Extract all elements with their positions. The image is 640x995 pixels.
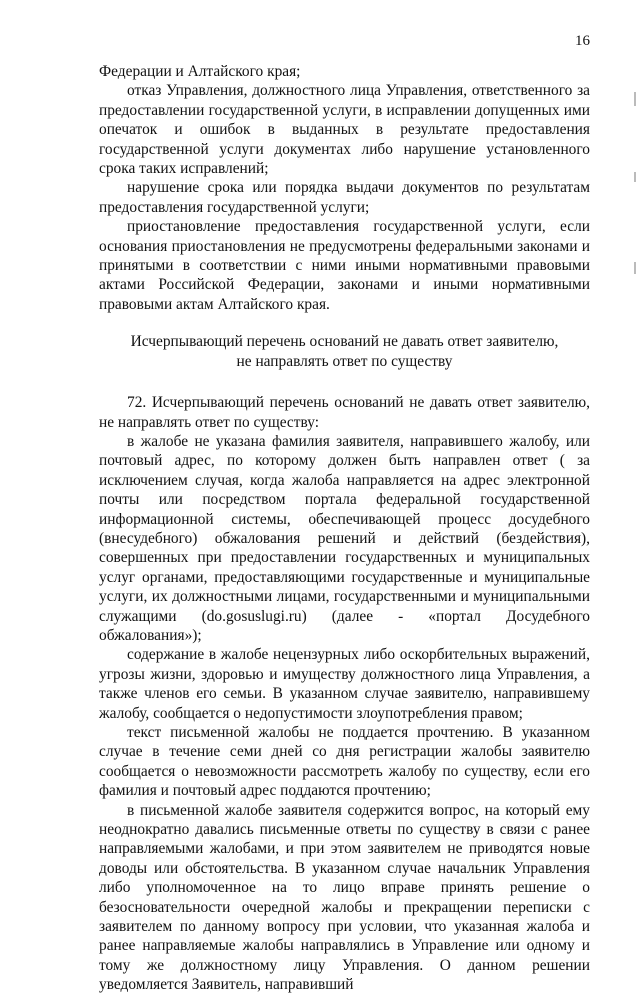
paragraph-suspension: приостановление предоставления государственной услуги, если основания приостановления не предусмотрены федеральными законами и принятыми в соответствии с ними иными нормативными правовыми актами Российской Федерации, законами и иными нормативными правовыми актам Алтайского края. — [99, 218, 590, 313]
section-heading-line1: Исчерпывающий перечень оснований не давать ответ заявителю, — [130, 333, 559, 351]
paragraph-72: 72. Исчерпывающий перечень оснований не давать ответ заявителю, не направлять ответ по существу: — [99, 394, 590, 431]
section-heading-line2: не направлять ответ по существу — [236, 352, 453, 370]
document-body — [99, 62, 590, 995]
scan-margin-mark — [634, 172, 636, 182]
scan-margin-mark — [634, 92, 636, 106]
paragraph-unreadable: текст письменной жалобы не поддается прочтению. В указанном случае в течение семи дней со дня регистрации жалобы заявителю сообщается о невозможности рассмотреть жалобу по существу, если его фамилия и почтовый адрес поддаются прочтению; — [99, 724, 590, 800]
scan-margin-mark — [634, 262, 636, 274]
paragraph-continuation: Федерации и Алтайского края; — [99, 63, 301, 80]
paragraph-deadline-violation: нарушение срока или порядка выдачи документов по результатам предоставления государственной услуги; — [99, 179, 590, 216]
page-number: 16 — [575, 33, 590, 49]
section-heading — [99, 332, 590, 371]
paragraph-repeated: в письменной жалобе заявителя содержится вопрос, на который ему неоднократно давались письменные ответы по существу в связи с ранее направляемыми жалобами, и при этом заявителем не приводятся новые доводы или обстоятельства. В указанном случае начальник Управления либо уполномоченное на то лицо вправе принять решение о безосновательности очередной жалобы и прекращении переписки с заявителем по данному вопросу при условии, что указанная жалоба и ранее направляемые жалобы направлялись в Управление или одному и тому же должностному лицу Управления. О данном решении уведомляется Заявитель, направивший — [99, 801, 590, 994]
paragraph-no-name: в жалобе не указана фамилия заявителя, направившего жалобу, или почтовый адрес, по которому должен быть направлен ответ ( за исключением случая, когда жалоба направляется на адрес электронной почты или посредством портала федеральной государственной информационной системы, обеспечивающей процесс досудебного (внесудебного) обжалования решений и действий (бездействия), совершенных при предоставлении государственных и муниципальных услуг органами, предоставляющими государственные и муниципальные услуги, их должностными лицами, государственными и муниципальными служащими (do.gosuslugi.ru) (далее - «портал Досудебного обжалования»); — [99, 432, 590, 644]
paragraph-obscene: содержание в жалобе нецензурных либо оскорбительных выражений, угрозы жизни, здоровью и имуществу должностного лица Управления, а также членов его семьи. В указанном случае заявителю, направившему жалобу, сообщается о недопустимости злоупотребления правом; — [99, 646, 590, 722]
paragraph-refusal-corrections: отказ Управления, должностного лица Управления, ответственного за предоставлении государственной услуги, в исправлении допущенных ими опечаток и ошибок в выданных в результате предоставления государственной услуги документах либо нарушение установленного срока таких исправлений; — [99, 82, 590, 178]
